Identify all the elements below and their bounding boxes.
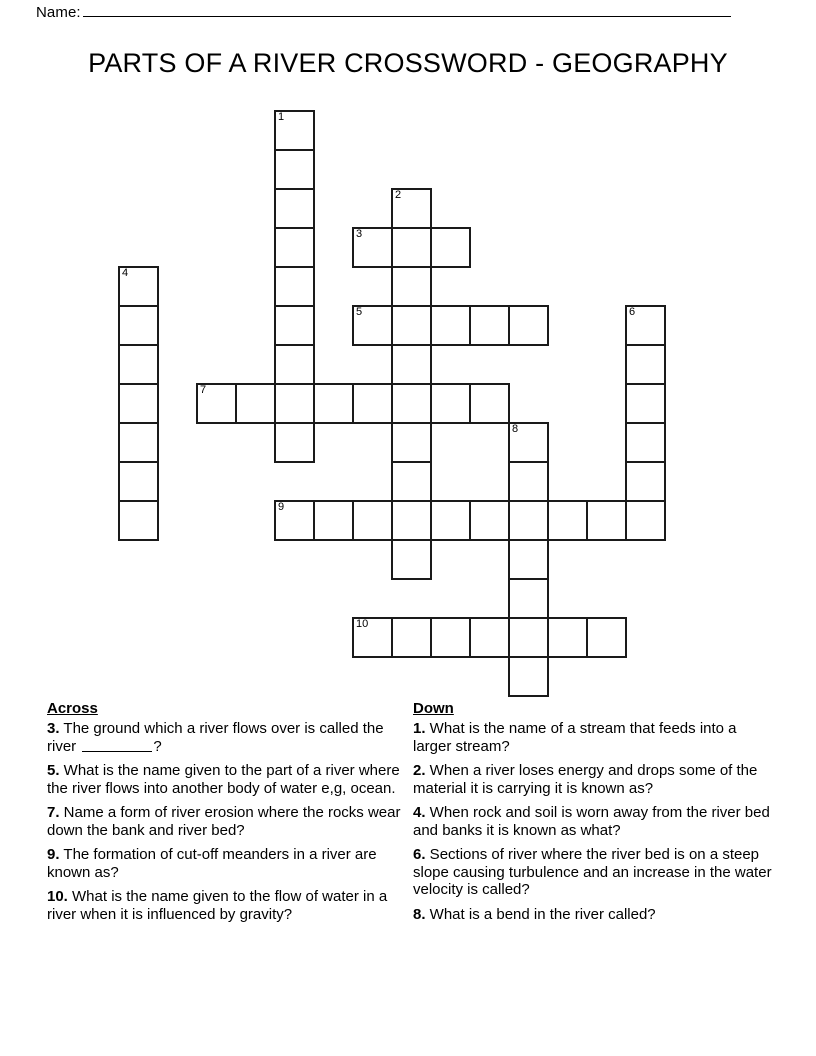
crossword-cell[interactable] (508, 422, 549, 463)
crossword-cell[interactable] (352, 227, 393, 268)
crossword-cell[interactable] (547, 617, 588, 658)
across-clue-list (47, 720, 413, 923)
clue-number: 6. (413, 846, 426, 863)
crossword-cell[interactable] (118, 266, 159, 307)
crossword-cell[interactable] (508, 461, 549, 502)
crossword-cell[interactable] (313, 383, 354, 424)
across-heading: Across (47, 700, 98, 717)
crossword-cell[interactable] (274, 227, 315, 268)
clue-text: What is the name given to the flow of water in a river when it is influenced by gravity? (47, 888, 388, 923)
crossword-cell[interactable] (391, 383, 432, 424)
crossword-cell[interactable] (118, 383, 159, 424)
crossword-cell[interactable] (469, 500, 510, 541)
crossword-cell[interactable] (430, 500, 471, 541)
crossword-cell[interactable] (118, 305, 159, 346)
crossword-cell[interactable] (274, 383, 315, 424)
crossword-cell[interactable] (118, 344, 159, 385)
crossword-cell[interactable] (430, 305, 471, 346)
crossword-cell[interactable] (508, 617, 549, 658)
clue-text: When rock and soil is worn away from the river bed and banks it is known as what? (413, 804, 770, 839)
clue-number: 8. (413, 905, 426, 923)
crossword-cell[interactable] (352, 617, 393, 658)
crossword-cell[interactable] (508, 578, 549, 619)
clue-across-5 (47, 762, 413, 797)
answer-blank-line[interactable] (82, 739, 152, 752)
crossword-cell[interactable] (274, 305, 315, 346)
crossword-cell[interactable] (352, 383, 393, 424)
clue-text: Sections of river where the river bed is on a steep slope causing turbulence and an increase in the water velocity is called? (413, 846, 772, 898)
clue-number: 9. (47, 846, 60, 863)
crossword-cell[interactable] (391, 500, 432, 541)
crossword-cell[interactable] (469, 305, 510, 346)
clue-text: Name a form of river erosion where the rocks wear down the bank and river bed? (47, 804, 401, 839)
clue-number: 10. (47, 888, 68, 905)
crossword-cell[interactable] (274, 149, 315, 190)
crossword-cell[interactable] (274, 500, 315, 541)
clue-text: When a river loses energy and drops some of the material it is carrying it is known as? (413, 762, 758, 797)
crossword-cell[interactable] (625, 344, 666, 385)
crossword-cell[interactable] (274, 422, 315, 463)
crossword-cell[interactable] (391, 227, 432, 268)
clue-across-7 (47, 804, 413, 839)
crossword-cell[interactable] (274, 266, 315, 307)
clue-down-1 (413, 720, 779, 755)
crossword-cell[interactable] (625, 461, 666, 502)
cell-number: 9 (278, 501, 285, 513)
crossword-cell[interactable] (352, 500, 393, 541)
crossword-cell[interactable] (391, 266, 432, 307)
crossword-cell[interactable] (274, 188, 315, 229)
crossword-cell[interactable] (547, 500, 588, 541)
down-clue-list (413, 720, 779, 923)
name-label: Name: (36, 4, 81, 21)
clue-number: 7. (47, 804, 60, 821)
crossword-cell[interactable] (118, 461, 159, 502)
cell-number: 4 (122, 267, 129, 279)
clues-section (0, 700, 816, 930)
down-clues-column (413, 700, 779, 930)
clue-number: 2. (413, 762, 426, 779)
across-clues-column (47, 700, 413, 930)
clue-text-suffix: ? (153, 737, 162, 755)
cell-number: 5 (356, 306, 363, 318)
crossword-cell[interactable] (508, 539, 549, 580)
cell-number: 3 (356, 228, 363, 240)
clue-text: What is a bend in the river called? (425, 905, 656, 923)
crossword-cell[interactable] (391, 539, 432, 580)
clue-down-8 (413, 906, 779, 924)
crossword-cell[interactable] (469, 617, 510, 658)
crossword-cell[interactable] (391, 422, 432, 463)
cell-number: 2 (395, 189, 402, 201)
down-heading: Down (413, 700, 454, 717)
cell-number: 10 (356, 618, 369, 630)
clue-text: What is the name given to the part of a river where the river flows into another body of water e,g, ocean. (47, 762, 400, 797)
crossword-cell[interactable] (391, 461, 432, 502)
clue-number: 1. (413, 720, 426, 737)
crossword-cell[interactable] (391, 305, 432, 346)
crossword-cell[interactable] (625, 422, 666, 463)
clue-down-2 (413, 762, 779, 797)
crossword-cell[interactable] (508, 500, 549, 541)
crossword-cell[interactable] (625, 383, 666, 424)
clue-across-10 (47, 888, 413, 923)
clue-across-3 (47, 720, 413, 755)
crossword-cell[interactable] (274, 110, 315, 151)
crossword-cell[interactable] (508, 305, 549, 346)
crossword-cell[interactable] (586, 617, 627, 658)
crossword-cell[interactable] (430, 227, 471, 268)
clue-across-9 (47, 846, 413, 881)
clue-number: 5. (47, 762, 60, 779)
crossword-cell[interactable] (430, 383, 471, 424)
crossword-cell[interactable] (469, 383, 510, 424)
crossword-cell[interactable] (196, 383, 237, 424)
crossword-cell[interactable] (118, 500, 159, 541)
crossword-cell[interactable] (391, 188, 432, 229)
cell-number: 6 (629, 306, 636, 318)
crossword-cell[interactable] (625, 500, 666, 541)
cell-number: 7 (200, 384, 207, 396)
crossword-cell[interactable] (313, 500, 354, 541)
clue-number: 4. (413, 804, 426, 821)
crossword-cell[interactable] (274, 344, 315, 385)
crossword-cell[interactable] (352, 305, 393, 346)
clue-text: The formation of cut-off meanders in a river are known as? (47, 846, 377, 881)
clue-text: What is the name of a stream that feeds into a larger stream? (413, 720, 737, 755)
crossword-cell[interactable] (430, 617, 471, 658)
crossword-cell[interactable] (391, 617, 432, 658)
clue-down-6 (413, 846, 779, 899)
clue-text: The ground which a river flows over is called the river (47, 720, 384, 755)
clue-down-4 (413, 804, 779, 839)
crossword-cell[interactable] (586, 500, 627, 541)
crossword-cell[interactable] (118, 422, 159, 463)
crossword-cell[interactable] (508, 656, 549, 697)
page-title: PARTS OF A RIVER CROSSWORD - GEOGRAPHY (88, 48, 728, 78)
cell-number: 1 (278, 111, 285, 123)
crossword-cell[interactable] (625, 305, 666, 346)
clue-number: 3. (47, 720, 60, 737)
cell-number: 8 (512, 423, 519, 435)
crossword-cell[interactable] (235, 383, 276, 424)
crossword-cell[interactable] (391, 344, 432, 385)
